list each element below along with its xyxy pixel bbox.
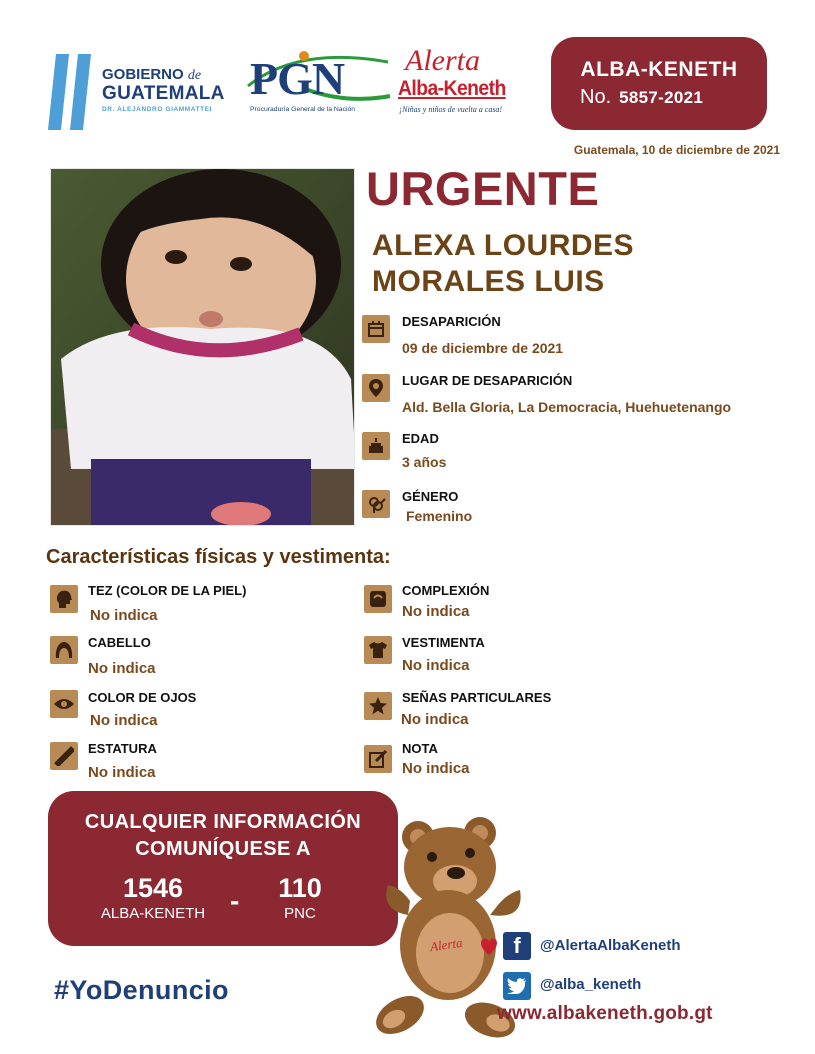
complexion-label: COMPLEXIÓN: [402, 583, 490, 598]
head-icon: [50, 585, 78, 613]
alerta-alba-keneth-logo: [395, 44, 535, 120]
complexion-value: No indica: [402, 603, 470, 620]
contact-line1: CUALQUIER INFORMACIÓN: [84, 811, 362, 833]
lugar-value: Ald. Bella Gloria, La Democracia, Huehuetenango: [402, 399, 732, 415]
nota-label: NOTA: [402, 741, 438, 756]
twitter-handle[interactable]: @alba_keneth: [540, 976, 642, 993]
case-number-box: [551, 37, 767, 130]
desaparicion-label: DESAPARICIÓN: [402, 314, 501, 329]
contact-separator: -: [230, 885, 240, 916]
child-name-line1: ALEXA LOURDES: [372, 229, 635, 262]
gov-line2: GUATEMALA: [102, 83, 225, 104]
gov-flag-bars-icon: [50, 54, 92, 130]
ojos-label: COLOR DE OJOS: [88, 690, 197, 705]
pgn-name: PGN: [250, 53, 345, 104]
contact-label-alba-keneth: ALBA-KENETH: [100, 905, 206, 922]
ruler-icon: [50, 742, 78, 770]
scale-icon: [364, 585, 392, 613]
cabello-label: CABELLO: [88, 635, 151, 650]
missing-child-photo: [50, 168, 355, 526]
desaparicion-value: 09 de diciembre de 2021: [402, 340, 564, 356]
gov-line1: GOBIERNO: [102, 66, 184, 83]
issue-date: Guatemala, 10 de diciembre de 2021: [573, 143, 780, 157]
senas-label: SEÑAS PARTICULARES: [402, 690, 552, 705]
star-icon: [364, 692, 392, 720]
edad-label: EDAD: [402, 431, 439, 446]
gobierno-guatemala-logo: [50, 50, 235, 130]
contact-number-pnc: 110: [278, 873, 322, 903]
gender-icon: [362, 490, 390, 518]
contact-line2: COMUNÍQUESE A: [135, 838, 311, 860]
bear-alerta-text: Alerta: [429, 934, 464, 955]
facebook-handle[interactable]: @AlertaAlbaKeneth: [540, 937, 681, 954]
genero-label: GÉNERO: [402, 489, 459, 504]
contact-box: [48, 791, 398, 946]
twitter-icon[interactable]: [503, 972, 531, 1000]
hair-icon: [50, 636, 78, 664]
tez-label: TEZ (COLOR DE LA PIEL): [88, 583, 247, 598]
nota-value: No indica: [402, 760, 470, 777]
alerta-word: Alerta: [405, 44, 480, 77]
ojos-value: No indica: [90, 712, 158, 729]
gov-line3: DR. ALEJANDRO GIAMMATTEI: [102, 106, 213, 113]
genero-value: Femenino: [406, 508, 473, 524]
shirt-icon: [364, 636, 392, 664]
pgn-subtitle: Procuraduría General de la Nación: [250, 106, 356, 113]
contact-number-alba-keneth: 1546: [122, 873, 184, 903]
alerta-slogan: ¡Niñas y niños de vuelta a casa!: [399, 105, 503, 114]
location-pin-icon: [362, 374, 390, 402]
cabello-value: No indica: [88, 660, 156, 677]
estatura-value: No indica: [88, 764, 156, 781]
tez-value: No indica: [90, 607, 158, 624]
hashtag: #YoDenuncio: [54, 975, 229, 1005]
gov-line1-de: de: [187, 68, 202, 83]
pgn-logo: [238, 44, 394, 120]
facebook-icon[interactable]: f: [503, 932, 531, 960]
alerta-name: Alba-Keneth: [398, 77, 506, 100]
lugar-label: LUGAR DE DESAPARICIÓN: [402, 373, 573, 388]
senas-value: No indica: [401, 711, 469, 728]
contact-label-pnc: PNC: [284, 905, 316, 922]
characteristics-title: Características físicas y vestimenta:: [46, 546, 391, 568]
edad-value: 3 años: [402, 454, 447, 470]
case-no-value: 5857-2021: [619, 88, 704, 107]
note-icon: [364, 745, 392, 773]
estatura-label: ESTATURA: [88, 741, 157, 756]
calendar-icon: [362, 315, 390, 343]
case-no-label: No.: [580, 86, 612, 108]
eye-icon: [50, 690, 78, 718]
child-name-line2: MORALES LUIS: [372, 265, 605, 298]
website-link[interactable]: www.albakeneth.gob.gt: [497, 1003, 713, 1024]
case-title: ALBA-KENETH: [580, 58, 738, 81]
urgency-label: URGENTE: [366, 162, 600, 215]
vestimenta-label: VESTIMENTA: [402, 635, 485, 650]
cake-icon: [362, 432, 390, 460]
vestimenta-value: No indica: [402, 657, 470, 674]
